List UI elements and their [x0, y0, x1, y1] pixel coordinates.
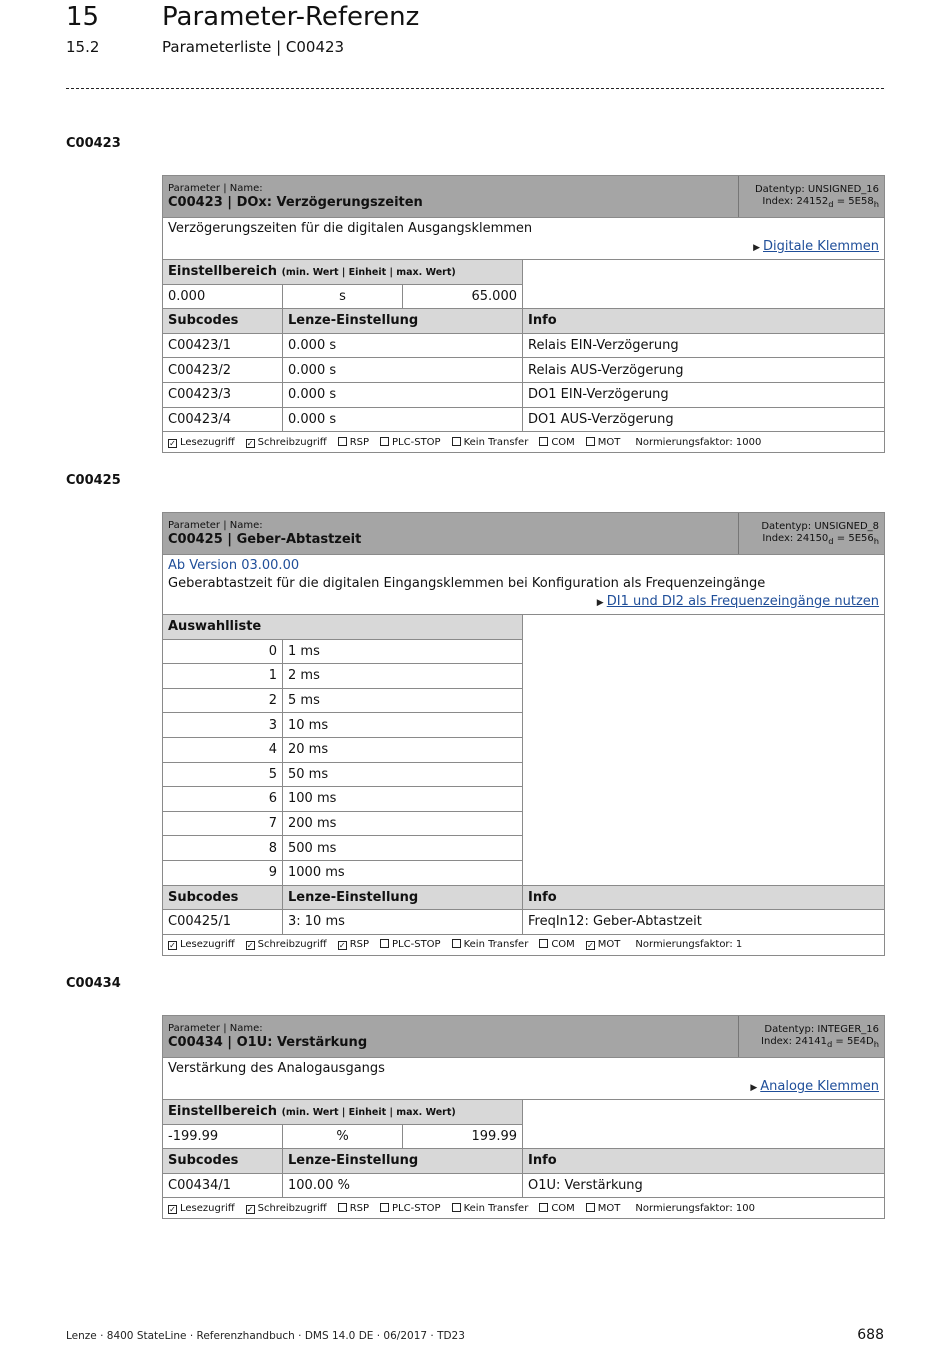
flag-0: ✓ Lesezugriff: [169, 436, 235, 448]
selection-row: 9 1000 ms: [163, 860, 885, 885]
selection-row: 5 50 ms: [163, 762, 885, 787]
normierungsfaktor: Normierungsfaktor: 100: [635, 1202, 756, 1214]
range-max: 199.99: [403, 1124, 523, 1149]
range-header: Einstellbereich (min. Wert | Einheit | max. Wert): [163, 1100, 523, 1125]
flag-4: Kein Transfer: [452, 437, 529, 448]
checkbox-empty-icon: [452, 437, 461, 446]
flag-5: COM: [539, 939, 574, 950]
index: Index: $24141_d = 5E4D_h$: [761, 1036, 879, 1049]
selection-row: 4 20 ms: [163, 737, 885, 762]
col-lenze: Lenze-Einstellung: [283, 309, 523, 334]
range-max: 65.000: [403, 284, 523, 309]
col-info: Info: [523, 1149, 885, 1174]
checkbox-empty-icon: [380, 1203, 389, 1212]
section-number: 15.2: [66, 38, 100, 56]
param-section-label: C00434: [66, 976, 121, 991]
flag-4: Kein Transfer: [452, 1203, 529, 1214]
subcode-row: C00423/1 0.000 s Relais EIN-Verzögerung: [163, 333, 885, 358]
checkbox-checked-icon: ✓: [169, 941, 176, 951]
normierungsfaktor: Normierungsfaktor: 1000: [635, 436, 762, 448]
flag-3: PLC-STOP: [380, 437, 441, 448]
parameter-header: [163, 1016, 885, 1058]
subcode-row: C00423/3 0.000 s DO1 EIN-Verzögerung: [163, 382, 885, 407]
range-unit: %: [283, 1124, 403, 1149]
access-flags: [163, 1198, 885, 1219]
chapter-title: Parameter-Referenz: [162, 2, 420, 32]
flag-6: ✓ MOT: [586, 939, 621, 951]
parameter-description: Geberabtastzeit für die digitalen Eingangsklemmen bei Konfiguration als Frequenzeingänge: [168, 576, 766, 591]
index: Index: $24152_d = 5E58_h$: [762, 196, 879, 209]
col-subcodes: Subcodes: [163, 885, 283, 910]
subcode-row: C00423/4 0.000 s DO1 AUS-Verzögerung: [163, 407, 885, 432]
param-section-label: C00425: [66, 473, 121, 488]
parameter-description: Verzögerungszeiten für die digitalen Ausgangsklemmen: [168, 221, 533, 236]
normierungsfaktor: Normierungsfaktor: 1: [635, 939, 743, 951]
flag-6: MOT: [586, 1203, 621, 1214]
col-subcodes: Subcodes: [163, 1149, 283, 1174]
param-name-label: Parameter | Name:: [168, 1023, 263, 1034]
datatype: Datentyp: UNSIGNED_16: [754, 184, 879, 195]
checkbox-empty-icon: [539, 939, 548, 948]
version-note: Ab Version 03.00.00: [168, 558, 300, 573]
datatype: Datentyp: INTEGER_16: [764, 1024, 879, 1035]
flag-2: ✓ RSP: [338, 939, 370, 951]
col-subcodes: Subcodes: [163, 309, 283, 334]
flag-2: RSP: [338, 1203, 369, 1214]
selection-row: 6 100 ms: [163, 787, 885, 812]
checkbox-empty-icon: [452, 1203, 461, 1212]
datatype: Datentyp: UNSIGNED_8: [761, 521, 880, 532]
selection-list-header: Auswahlliste: [163, 615, 523, 640]
selection-row: 0 1 ms: [163, 639, 885, 664]
col-lenze: Lenze-Einstellung: [283, 1149, 523, 1174]
caret-right-icon: ▶: [750, 1083, 758, 1093]
flag-6: MOT: [586, 437, 621, 448]
header-rule: [66, 88, 884, 89]
checkbox-checked-icon: ✓: [169, 1204, 176, 1214]
checkbox-checked-icon: ✓: [246, 438, 254, 448]
subcode-row: C00425/1 3: 10 ms FreqIn12: Geber-Abtastzeit: [163, 910, 885, 935]
selection-row: 8 500 ms: [163, 836, 885, 861]
reference-link[interactable]: DI1 und DI2 als Frequenzeingänge nutzen: [606, 594, 880, 609]
parameter-name: C00434 | O1U: Verstärkung: [168, 1035, 368, 1050]
reference-link[interactable]: Digitale Klemmen: [763, 239, 879, 254]
index: Index: $24150_d = 5E56_h$: [762, 533, 880, 546]
selection-row: 2 5 ms: [163, 688, 885, 713]
checkbox-empty-icon: [539, 1203, 548, 1212]
flag-4: Kein Transfer: [452, 939, 529, 950]
parameter-table: [162, 175, 885, 453]
col-info: Info: [523, 309, 885, 334]
flag-3: PLC-STOP: [380, 1203, 441, 1214]
flag-5: COM: [539, 437, 574, 448]
caret-right-icon: ▶: [596, 598, 604, 608]
flag-5: COM: [539, 1203, 574, 1214]
range-unit: s: [283, 284, 403, 309]
flag-0: ✓ Lesezugriff: [169, 939, 235, 951]
checkbox-empty-icon: [586, 437, 595, 446]
checkbox-empty-icon: [380, 437, 389, 446]
checkbox-checked-icon: ✓: [169, 438, 176, 448]
subcode-row: C00423/2 0.000 s Relais AUS-Verzögerung: [163, 358, 885, 383]
flag-3: PLC-STOP: [380, 939, 441, 950]
selection-row: 3 10 ms: [163, 713, 885, 738]
checkbox-checked-icon: ✓: [586, 941, 594, 951]
page-number: 688: [857, 1327, 884, 1343]
checkbox-checked-icon: ✓: [246, 1204, 254, 1214]
flag-1: ✓ Schreibzugriff: [246, 436, 327, 448]
selection-row: 7 200 ms: [163, 811, 885, 836]
range-min: -199.99: [163, 1124, 283, 1149]
checkbox-empty-icon: [539, 437, 548, 446]
selection-row: 1 2 ms: [163, 664, 885, 689]
access-flags: [163, 432, 885, 453]
reference-link[interactable]: Analoge Klemmen: [760, 1079, 879, 1094]
flag-0: ✓ Lesezugriff: [169, 1202, 235, 1214]
parameter-table: [162, 1015, 885, 1219]
access-flags: [163, 934, 885, 955]
param-name-label: Parameter | Name:: [168, 183, 263, 194]
parameter-header: [163, 513, 885, 555]
param-section-label: C00423: [66, 136, 121, 151]
subcode-row: C00434/1 100.00 % O1U: Verstärkung: [163, 1173, 885, 1198]
checkbox-empty-icon: [380, 939, 389, 948]
parameter-table: [162, 512, 885, 956]
checkbox-empty-icon: [586, 1203, 595, 1212]
caret-right-icon: ▶: [753, 243, 760, 253]
checkbox-empty-icon: [338, 437, 347, 446]
parameter-description: Verstärkung des Analogausgangs: [168, 1061, 385, 1076]
parameter-name: C00425 | Geber-Abtastzeit: [168, 532, 362, 547]
checkbox-checked-icon: ✓: [338, 941, 346, 951]
flag-1: ✓ Schreibzugriff: [246, 1202, 327, 1214]
param-name-label: Parameter | Name:: [168, 520, 263, 531]
flag-2: RSP: [338, 437, 369, 448]
range-min: 0.000: [163, 284, 283, 309]
range-header: Einstellbereich (min. Wert | Einheit | max. Wert): [163, 260, 523, 285]
flag-1: ✓ Schreibzugriff: [246, 939, 327, 951]
parameter-header: [163, 176, 885, 218]
checkbox-checked-icon: ✓: [246, 941, 254, 951]
checkbox-empty-icon: [338, 1203, 347, 1212]
parameter-name: C00423 | DOx: Verzögerungszeiten: [168, 195, 423, 210]
checkbox-empty-icon: [452, 939, 461, 948]
chapter-number: 15: [66, 2, 100, 32]
section-title: Parameterliste | C00423: [162, 38, 345, 56]
col-info: Info: [523, 885, 885, 910]
footer-text: Lenze · 8400 StateLine · Referenzhandbuch · DMS 14.0 DE · 06/2017 · TD23: [66, 1330, 465, 1342]
col-lenze: Lenze-Einstellung: [283, 885, 523, 910]
